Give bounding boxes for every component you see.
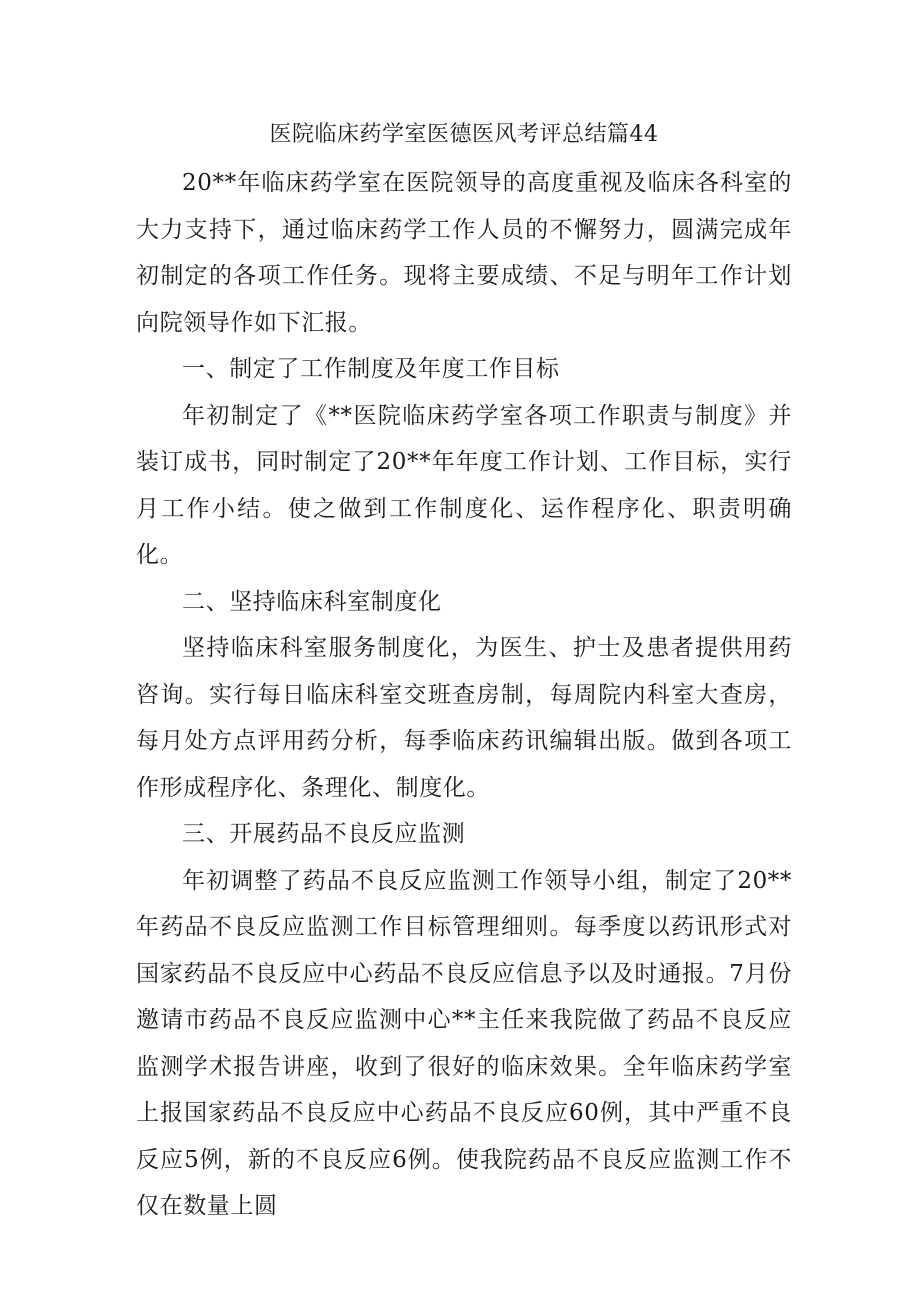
section-body-2: 坚持临床科室服务制度化，为医生、护士及患者提供用药咨询。实行每日临床科室交班查房制，每周院内科室大查房，每月处方点评用药分析，每季临床药讯编辑出版。做到各项工作形成程序化、条理化、制度化。 [136, 635, 792, 801]
section-body-3: 年初调整了药品不良反应监测工作领导小组，制定了20**年药品不良反应监测工作目标管理细则。每季度以药讯形式对国家药品不良反应中心药品不良反应信息予以及时通报。7月份邀请市药品不良反应监测中心**主任来我院做了药品不良反应监测学术报告讲座，收到了很好的临床效果。全年临床药学室上报国家药品不良反应中心药品不良反应60例，其中严重不良反应5例，新的不良反应6例。使我院药品不良反应监测工作不仅在数量上圆 [136, 867, 792, 1219]
section-heading-1: 一、制定了工作制度及年度工作目标 [182, 356, 560, 382]
document-page [136, 118, 792, 1230]
intro-paragraph: 20**年临床药学室在医院领导的高度重视及临床各科室的大力支持下，通过临床药学工作人员的不懈努力，圆满完成年初制定的各项工作任务。现将主要成绩、不足与明年工作计划向院领导作如下汇报。 [136, 170, 792, 336]
section-heading-3: 三、开展药品不良反应监测 [182, 821, 466, 847]
section-heading-2: 二、坚持临床科室制度化 [182, 588, 442, 615]
document-title: 医院临床药学室医德医风考评总结篇44 [269, 122, 659, 147]
section-body-1: 年初制定了《**医院临床药学室各项工作职责与制度》并装订成书，同时制定了20**年年度工作计划、工作目标，实行月工作小结。使之做到工作制度化、运作程序化、职责明确化。 [136, 402, 792, 568]
